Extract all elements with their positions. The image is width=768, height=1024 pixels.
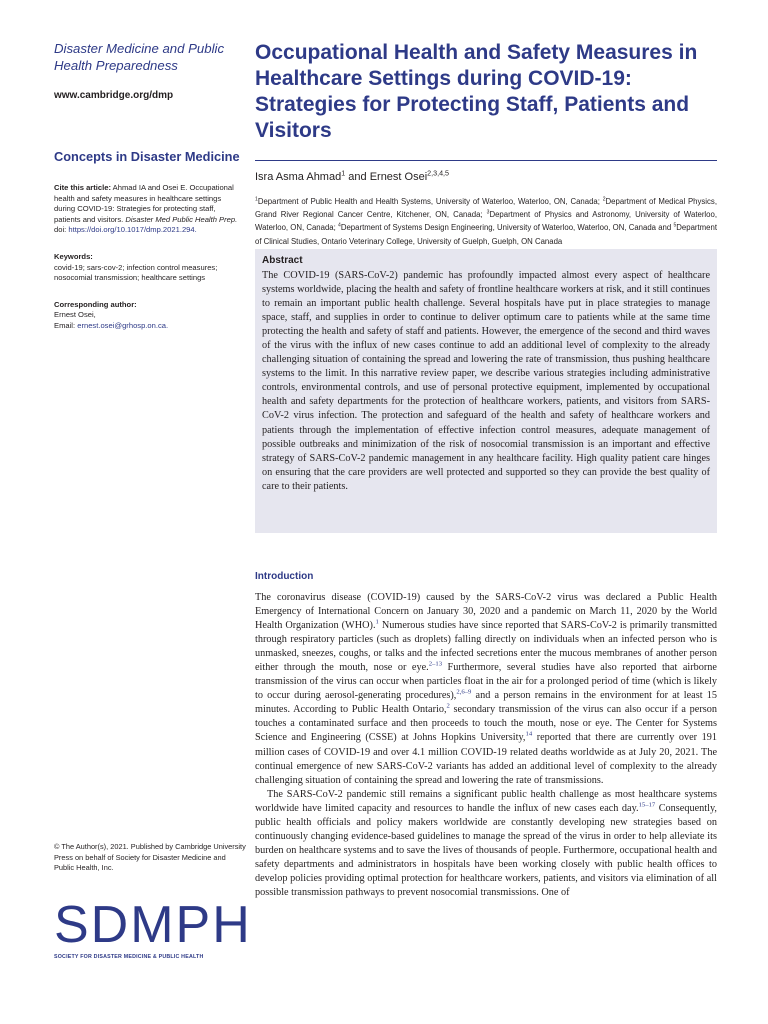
author-2-affil: 2,3,4,5	[427, 169, 449, 178]
email-link[interactable]: ernest.osei@grhosp.on.ca.	[77, 320, 169, 330]
affil-3-num: 3	[486, 209, 490, 216]
cite-doi-link[interactable]: https://doi.org/10.1017/dmp.2021.294.	[68, 225, 197, 235]
article-section: Concepts in Disaster Medicine	[54, 149, 240, 164]
intro-p1-text-f: reported that there are currently over 191 million cases of COVID-19 and over 4.1 million COVID-19 related deaths worldwide as at July 20, 2021. The continual emergence of new SARS-CoV-2 variants has added an additional level of complexity to the already challenging situation of containing the spread and lowering the rate of transmissions.	[255, 732, 717, 786]
cite-text: Ahmad IA and Osei E. Occupational health and safety measures in healthcare settings during COVID-19: Strategies for protecting staff, patients and visitors.	[54, 183, 234, 224]
article-title: Occupational Health and Safety Measures in Healthcare Settings during COVID-19: Strategies for Protecting Staff, Patients and Visitors	[255, 41, 698, 142]
ref-citation[interactable]: 2–13	[428, 660, 443, 668]
abstract-box	[255, 249, 717, 533]
corresponding-label: Corresponding author:	[54, 299, 137, 309]
right-column	[255, 40, 717, 248]
author-1-name: Isra Asma Ahmad	[255, 171, 342, 183]
author-list	[255, 171, 717, 183]
abstract-heading: Abstract	[262, 255, 303, 266]
intro-paragraph-2	[255, 788, 717, 900]
corresponding-name: Ernest Osei,	[54, 310, 96, 320]
logo-text: SDMPH	[54, 896, 252, 954]
intro-p1-text-c: Furthermore, several studies have also reported that airborne transmission of the virus can occur when particles float in the air for a prolonged period of time (which is likely to occur during aerosol-generating procedures),	[255, 662, 717, 702]
corresponding-author-block	[54, 300, 242, 332]
introduction-section	[255, 571, 717, 900]
cite-doi-prefix: doi:	[54, 225, 67, 235]
affil-2-num: 2	[602, 196, 606, 203]
affil-4: Department of Systems Design Engineering, University of Waterloo, Waterloo, ON, Canada and	[340, 223, 672, 233]
intro-p1-text-d: and a person remains in the environment for at least 15 minutes. According to Public Health Ontario,	[255, 690, 717, 716]
affil-3: Department of Physics and Astronomy, University of Waterloo, Waterloo, ON, Canada;	[255, 210, 717, 233]
intro-p1-text-e: secondary transmission of the virus can also occur if a person touches a contaminated surface and then proceeds to touch the mouth, nose or eye. The Center for Systems Science and Engineering (CSSE) at Johns Hopkins University,	[255, 704, 717, 744]
ref-citation[interactable]: 14	[525, 731, 533, 739]
cite-label: Cite this article:	[54, 183, 111, 192]
citation-block	[54, 183, 242, 236]
journal-url[interactable]: www.cambridge.org/dmp	[54, 90, 174, 101]
author-2-name: Ernest Osei	[369, 171, 428, 183]
left-column	[54, 40, 242, 332]
ref-citation[interactable]: 15–17	[638, 801, 656, 809]
affil-1-num: 1	[255, 196, 258, 203]
affil-5: Department of Clinical Studies, Ontario Veterinary College, University of Guelph, Guelph, ON Canada	[255, 223, 718, 246]
affil-4-num: 4	[338, 222, 341, 229]
ref-citation[interactable]: 2	[446, 702, 450, 710]
intro-p1-text-b: Numerous studies have since reported that SARS-CoV-2 is primarily transmitted through respiratory particles (such as droplets) falling directly on individuals when an infected person who is unmasked, sneezes, coughs, or talks and the infected secretions enter the mucous membranes of another person either through the mouth, nose or eye.	[255, 620, 718, 674]
intro-p2-text-a: The SARS-CoV-2 pandemic still remains a significant public health challenge as most healthcare systems worldwide have limited capacity and resources to handle the influx of new cases each day.	[255, 788, 717, 814]
keywords-text: covid-19; sars-cov-2; infection control measures; nosocomial transmission; healthcare settings	[54, 262, 218, 283]
author-1-affil: 1	[341, 169, 346, 178]
intro-p1-text-a: The coronavirus disease (COVID-19) caused by the SARS-CoV-2 virus was declared a Public Health Emergency of International Concern on January 30, 2020 and a pandemic on March 11, 2020 by the World Health Organization (WHO).	[255, 592, 717, 632]
ref-citation[interactable]: 1	[375, 618, 379, 626]
sdmph-logo	[54, 896, 252, 960]
cite-journal-abbr: Disaster Med Public Health Prep.	[125, 214, 238, 224]
keywords-label: Keywords:	[54, 251, 93, 261]
title-divider	[255, 160, 717, 161]
affil-5-num: 5	[673, 222, 677, 229]
journal-name: Disaster Medicine and Public Health Preparedness	[54, 41, 225, 73]
email-label: Email:	[54, 320, 76, 330]
author-conjunction: and	[348, 171, 367, 183]
keywords-block	[54, 252, 242, 284]
abstract-text: The COVID-19 (SARS-CoV-2) pandemic has profoundly impacted almost every aspect of healthcare systems worldwide, placing the health and safety of frontline healthcare workers at risk, and it still continues to remain an important public health challenge. Several hospitals have put in place strategies to manage space, staff, and supplies in order to continue to deliver optimum care to patients while at the same time protecting the health and safety of staff and patients. However, the emergence of the second and third waves of the virus with the influx of new cases continue to add an additional level of complexity to the already challenging situation of containing the spread and lowering the rate of transmission, thus pushing healthcare systems to the limit. In this narrative review paper, we describe various strategies including administrative controls, environmental controls, and use of personal protective equipment, implemented by occupational health and safety departments for the protection of healthcare workers, patients, and visitors from SARS-CoV-2 virus infection. The protection and safeguard of the health and safety of healthcare workers and patients through the implementation of effective infection control measures, adequate management of possible outbreaks and minimization of the risk of nosocomial transmission is an important and effective strategy of SARS-CoV-2 pandemic management in any healthcare facility. High quality patient care hinges on ensuring that the care providers are well protected and supported so they can provide the best quality of care to their patients.	[262, 270, 710, 492]
affiliations	[255, 195, 717, 248]
affil-1: Department of Public Health and Health Systems, University of Waterloo, Waterloo, ON, Canada;	[257, 197, 600, 206]
ref-citation[interactable]: 2,6–9	[456, 688, 472, 696]
intro-p2-text-b: Consequently, public health officials and policy makers worldwide are constantly developing new strategies based on continuously changing evidence-based guidelines to manage the spread of the virus in order to help alleviate its burden on healthcare systems and to save the lives of thousands of people. Furthermore, occupational health and safety departments and administrators in hospitals have been working closely with public health offices to develop policies providing optimal protection for healthcare workers, patients, and visitors via elimination of all possible transmission pathways to prevent nosocomial transmissions. One of	[255, 802, 717, 898]
affil-2: Department of Medical Physics, Grand River Regional Cancer Centre, Kitchener, ON, Canada;	[255, 197, 717, 220]
introduction-heading: Introduction	[255, 571, 314, 582]
copyright-notice: © The Author(s), 2021. Published by Cambridge University Press on behalf of Society for Disaster Medicine and Public Health, Inc.	[54, 842, 246, 873]
logo-subtitle: SOCIETY FOR DISASTER MEDICINE & PUBLIC HEALTH	[54, 954, 204, 960]
intro-paragraph-1	[255, 591, 717, 788]
